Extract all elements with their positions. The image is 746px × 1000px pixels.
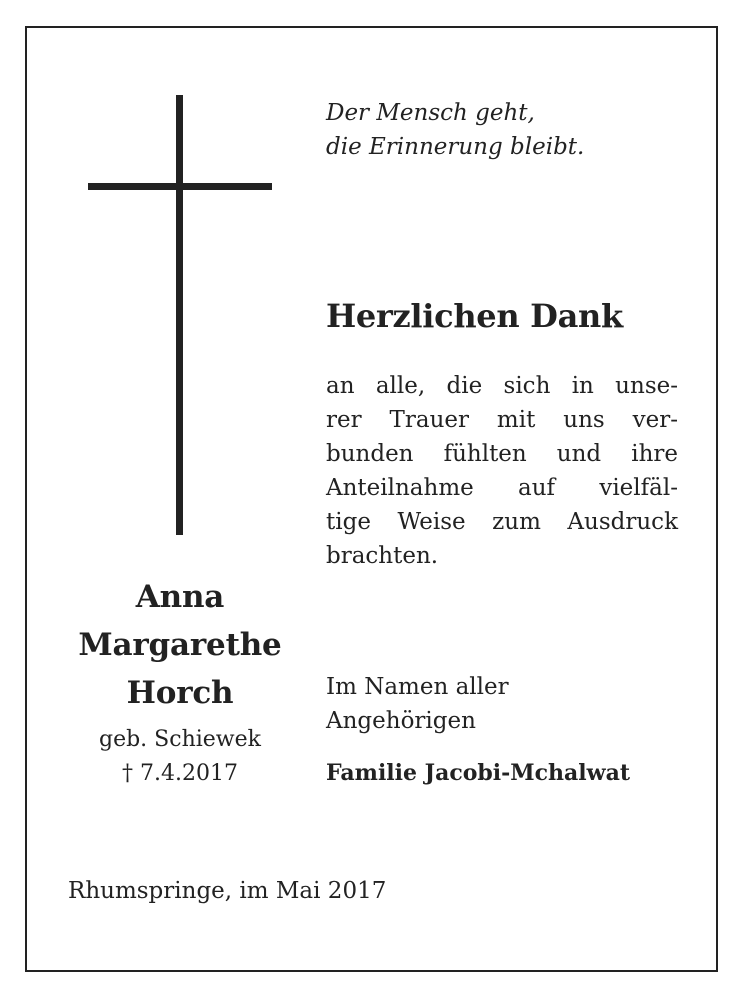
motto bbox=[326, 96, 584, 164]
signature-line-1: Im Namen aller bbox=[326, 674, 509, 700]
thanks-text-line: tige Weise zum Ausdruck bbox=[326, 509, 678, 535]
thanks-text-line: brachten. bbox=[326, 543, 439, 569]
deceased-first-name: Anna bbox=[135, 579, 225, 615]
thanks-text-line: Anteilnahme auf vielfäl- bbox=[326, 475, 678, 501]
thanks-text-line: bunden fühlten und ihre bbox=[326, 441, 678, 467]
deceased-death-date: † 7.4.2017 bbox=[122, 761, 238, 786]
thanks-text bbox=[326, 369, 678, 573]
cross-horizontal-bar bbox=[88, 183, 272, 190]
signature-line-2: Angehörigen bbox=[326, 708, 476, 734]
thanks-text-line: rer Trauer mit uns ver- bbox=[326, 407, 678, 433]
deceased-last-name: Horch bbox=[126, 675, 234, 711]
deceased-maiden-name: geb. Schiewek bbox=[99, 727, 261, 752]
motto-line-1: Der Mensch geht, bbox=[326, 100, 535, 126]
family-name: Familie Jacobi-Mchalwat bbox=[326, 760, 630, 786]
deceased-block bbox=[60, 573, 300, 791]
thanks-heading: Herzlichen Dank bbox=[326, 297, 623, 335]
signature-block bbox=[326, 670, 509, 738]
place-date: Rhumspringe, im Mai 2017 bbox=[68, 878, 387, 904]
motto-line-2: die Erinnerung bleibt. bbox=[326, 134, 585, 160]
deceased-middle-name: Margarethe bbox=[78, 627, 282, 663]
thanks-text-line: an alle, die sich in unse- bbox=[326, 373, 678, 399]
cross-vertical-bar bbox=[176, 95, 183, 535]
